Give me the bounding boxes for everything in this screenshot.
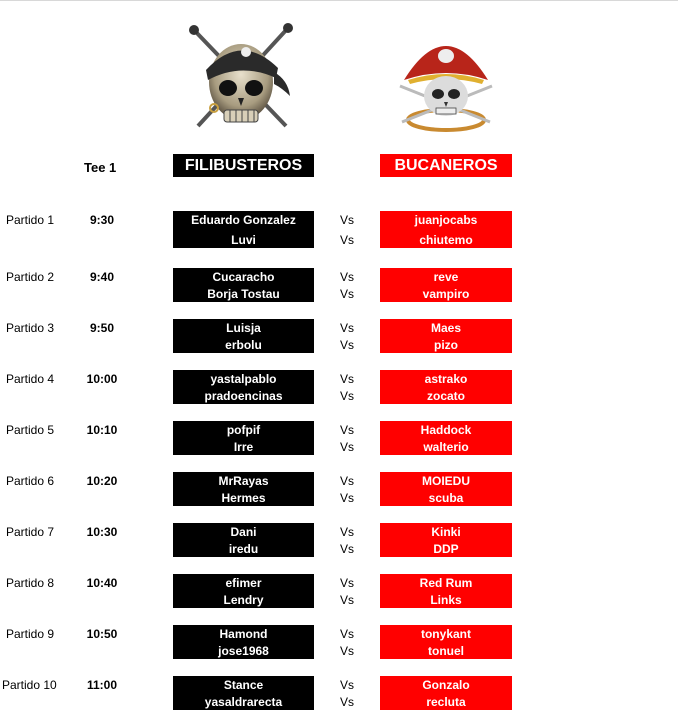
versus-label: Vs: [340, 593, 355, 607]
team-right-header: BUCANEROS: [380, 154, 512, 177]
match-time: 10:30: [86, 525, 118, 539]
match-label: Partido 10: [2, 678, 57, 692]
match-time: 9:30: [89, 213, 115, 227]
player-name: DDP: [433, 542, 459, 556]
team-left-players: [173, 319, 314, 353]
player-name: Luvi: [231, 233, 256, 247]
player-name: Luisja: [226, 321, 261, 335]
match-label: Partido 3: [6, 321, 55, 335]
player-name: yastalpablo: [210, 372, 277, 386]
player-name: Kinki: [431, 525, 461, 539]
player-name: Links: [430, 593, 462, 607]
player-name: efimer: [225, 576, 262, 590]
match-label: Partido 1: [6, 213, 55, 227]
match-label: Partido 7: [6, 525, 55, 539]
tee-label: Tee 1: [84, 160, 117, 175]
versus-label: Vs: [340, 576, 355, 590]
team-left-players: [173, 268, 314, 302]
player-name: Gonzalo: [422, 678, 470, 692]
player-name: Cucaracho: [212, 270, 275, 284]
match-label: Partido 6: [6, 474, 55, 488]
versus-label: Vs: [340, 287, 355, 301]
versus-label: Vs: [340, 321, 355, 335]
player-name: Hamond: [219, 627, 268, 641]
match-time: 11:00: [86, 678, 118, 692]
player-name: Lendry: [223, 593, 264, 607]
team-right-players: [380, 574, 512, 608]
player-name: Stance: [223, 678, 264, 692]
top-border: [0, 0, 678, 1]
match-time: 10:20: [86, 474, 118, 488]
team-right-players: [380, 625, 512, 659]
team-right-players: [380, 472, 512, 506]
match-label: Partido 4: [6, 372, 55, 386]
player-name: pradoencinas: [204, 389, 283, 403]
player-name: walterio: [423, 440, 469, 454]
team-left-players: [173, 676, 314, 710]
versus-label: Vs: [340, 270, 355, 284]
player-name: Haddock: [420, 423, 472, 437]
player-name: chiutemo: [419, 233, 473, 247]
player-name: yasaldrarecta: [204, 695, 283, 709]
versus-label: Vs: [340, 440, 355, 454]
player-name: erbolu: [225, 338, 262, 352]
player-name: Dani: [230, 525, 257, 539]
match-time: 9:50: [89, 321, 115, 335]
versus-label: Vs: [340, 491, 355, 505]
player-name: tonuel: [428, 644, 464, 658]
team-left-players: [173, 472, 314, 506]
team-left-players: [173, 211, 314, 248]
team-right-players: [380, 523, 512, 557]
match-label: Partido 8: [6, 576, 55, 590]
match-time: 10:40: [86, 576, 118, 590]
player-name: Hermes: [221, 491, 266, 505]
versus-label: Vs: [340, 644, 355, 658]
versus-label: Vs: [340, 695, 355, 709]
versus-label: Vs: [340, 233, 355, 247]
player-name: jose1968: [218, 644, 269, 658]
pirate-skull-hat-crossed-swords-icon: [394, 22, 498, 134]
match-time: 9:40: [89, 270, 115, 284]
match-label: Partido 2: [6, 270, 55, 284]
player-name: Borja Tostau: [207, 287, 280, 301]
match-label: Partido 5: [6, 423, 55, 437]
versus-label: Vs: [340, 372, 355, 386]
team-right-players: [380, 676, 512, 710]
versus-label: Vs: [340, 423, 355, 437]
pirate-skull-bandana-icon: [186, 22, 296, 136]
player-name: tonykant: [420, 627, 471, 641]
team-right-players: [380, 319, 512, 353]
team-left-players: [173, 625, 314, 659]
player-name: astrako: [424, 372, 468, 386]
player-name: scuba: [428, 491, 464, 505]
match-label: Partido 9: [6, 627, 55, 641]
player-name: pizo: [434, 338, 458, 352]
versus-label: Vs: [340, 627, 355, 641]
team-left-players: [173, 370, 314, 404]
team-right-players: [380, 268, 512, 302]
player-name: juanjocabs: [414, 213, 478, 227]
versus-label: Vs: [340, 678, 355, 692]
player-name: zocato: [426, 389, 465, 403]
match-time: 10:50: [86, 627, 118, 641]
versus-label: Vs: [340, 338, 355, 352]
versus-label: Vs: [340, 213, 355, 227]
player-name: Irre: [233, 440, 254, 454]
versus-label: Vs: [340, 474, 355, 488]
team-right-players: [380, 370, 512, 404]
player-name: MrRayas: [218, 474, 269, 488]
versus-label: Vs: [340, 389, 355, 403]
player-name: Eduardo Gonzalez: [191, 213, 296, 227]
player-name: iredu: [228, 542, 259, 556]
team-left-header: FILIBUSTEROS: [173, 154, 314, 177]
team-left-players: [173, 421, 314, 455]
versus-label: Vs: [340, 542, 355, 556]
player-name: reve: [433, 270, 459, 284]
player-name: vampiro: [422, 287, 470, 301]
player-name: Red Rum: [419, 576, 473, 590]
match-time: 10:00: [86, 372, 118, 386]
player-name: recluta: [426, 695, 466, 709]
player-name: MOIEDU: [422, 474, 470, 488]
match-time: 10:10: [86, 423, 118, 437]
player-name: pofpif: [226, 423, 261, 437]
player-name: Maes: [430, 321, 462, 335]
team-left-players: [173, 574, 314, 608]
team-right-players: [380, 211, 512, 248]
team-right-players: [380, 421, 512, 455]
team-left-players: [173, 523, 314, 557]
versus-label: Vs: [340, 525, 355, 539]
